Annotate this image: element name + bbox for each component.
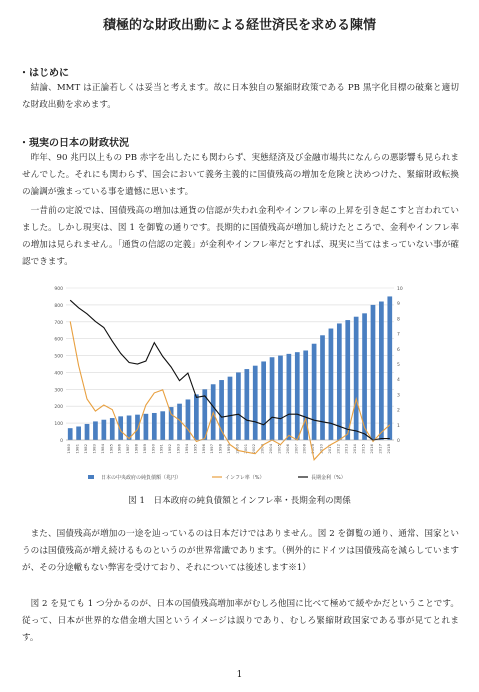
y-left-tick-label: 700 [54, 320, 63, 326]
finance-paragraph-2: 一昔前の定説では、国債残高の増加は通貨の信認が失われ金利やインフレ率の上昇を引き起こすと言われていました。しかし現実は、図 1 を御覧の通りです。長期的に国債残高が増加し続けたところで、金利やインフレ率の増加は見られません。「通貨の信認の定義」が金利やインフレ率だとすれば、現実に当てはまっていない事が確認できます。 [22, 206, 459, 267]
y-left-tick-label: 400 [54, 371, 63, 377]
x-tick-label: 2015 [360, 444, 366, 454]
debt-bar [135, 415, 140, 440]
debt-bar [93, 421, 98, 440]
y-left-tick-label: 500 [54, 354, 63, 360]
x-tick-label: 1993 [175, 444, 181, 454]
x-tick-label: 1981 [74, 444, 80, 454]
debt-bar [270, 357, 275, 440]
debt-bar [387, 296, 392, 440]
x-tick-label: 1989 [141, 444, 147, 454]
x-tick-label: 2002 [251, 444, 257, 454]
legend-entry: 日本の中央政府の純負債額（兆円） [101, 475, 182, 481]
debt-bar [169, 407, 174, 440]
x-tick-label: 1988 [133, 444, 139, 454]
x-tick-label: 2000 [234, 444, 240, 454]
section-heading-finance: ・現実の日本の財政状況 [19, 138, 129, 149]
y-right-tick-label: 2 [397, 408, 400, 414]
debt-inflation-rate-chart [52, 282, 412, 487]
x-tick-label: 2005 [276, 444, 282, 454]
body-paragraph-4: 図 2 を見ても 1 つ分かるのが、日本の国債残高増加率がむしろ他国に比べて極めて緩やかだということです。従って、日本が世界的な借金増大国というイメージは誤りであり、むしろ緊縮財政国家である事が見てとれます。 [22, 599, 459, 643]
x-tick-label: 2007 [293, 444, 299, 454]
debt-bar [68, 428, 73, 440]
y-left-tick-label: 0 [60, 439, 63, 444]
x-tick-label: 1999 [226, 444, 231, 454]
x-tick-label: 2001 [242, 444, 248, 454]
y-right-tick-label: 0 [397, 439, 400, 444]
x-tick-label: 2012 [335, 444, 341, 454]
y-left-tick-label: 200 [54, 405, 63, 411]
section-heading-intro: ・はじめに [19, 68, 69, 79]
x-tick-label: 1991 [158, 444, 164, 454]
document-title: 積極的な財政出動による経世済民を求める陳情 [102, 18, 376, 33]
x-tick-label: 2006 [284, 444, 290, 454]
x-tick-label: 2017 [377, 444, 383, 454]
x-tick-label: 1994 [183, 444, 189, 454]
x-tick-label: 1986 [116, 444, 122, 454]
figure-caption: 図 1 日本政府の純負債額とインフレ率・長期金利の関係 [128, 496, 351, 506]
y-right-tick-label: 1 [397, 423, 400, 429]
x-tick-label: 2008 [301, 444, 307, 454]
legend-entry: 長期金利（%） [311, 475, 346, 481]
debt-bar [160, 411, 165, 440]
y-right-tick-label: 10 [397, 287, 403, 292]
x-tick-label: 1985 [108, 444, 114, 454]
y-right-tick-label: 8 [397, 317, 400, 323]
y-left-tick-label: 800 [54, 303, 63, 309]
y-left-tick-label: 300 [54, 388, 63, 394]
y-left-tick-label: 900 [54, 287, 63, 292]
debt-bar [118, 416, 123, 440]
debt-bar [337, 323, 342, 440]
x-tick-label: 1995 [192, 444, 198, 454]
x-tick-label: 2016 [368, 444, 374, 454]
x-tick-label: 2010 [318, 444, 324, 454]
debt-bar [152, 413, 157, 440]
x-tick-label: 2014 [352, 444, 358, 454]
debt-bar [320, 335, 325, 440]
debt-bar [244, 369, 249, 440]
x-tick-label: 1983 [91, 444, 97, 454]
x-tick-label: 1990 [150, 444, 156, 454]
x-tick-label: 1998 [217, 444, 223, 454]
debt-bar [228, 377, 233, 440]
y-right-tick-label: 9 [397, 302, 400, 308]
debt-bar [253, 366, 258, 440]
intro-paragraph: 結論、MMT は正論若しくは妥当と考えます。故に日本独自の緊縮財政策である PB 黒字化目標の破棄と適切な財政出動を求めます。 [22, 83, 459, 110]
y-left-tick-label: 100 [54, 422, 63, 428]
debt-bar [261, 361, 266, 440]
debt-bar [236, 372, 241, 440]
debt-bar [186, 399, 191, 440]
debt-bar [312, 344, 317, 440]
x-tick-label: 1980 [66, 444, 72, 454]
debt-bar [278, 356, 283, 440]
y-right-tick-label: 5 [397, 363, 400, 368]
debt-bar [144, 414, 149, 440]
y-right-tick-label: 4 [397, 378, 400, 384]
x-tick-label: 2011 [326, 444, 332, 454]
x-tick-label: 1996 [200, 444, 206, 454]
legend-swatch [88, 475, 94, 479]
debt-bar [295, 352, 300, 440]
page-number: 1 [236, 670, 243, 680]
debt-bar [371, 305, 376, 440]
debt-bar [345, 320, 350, 440]
debt-bar [287, 354, 292, 440]
y-right-tick-label: 3 [397, 393, 400, 399]
debt-bar [379, 302, 384, 440]
x-tick-label: 2004 [268, 444, 274, 454]
x-tick-label: 1992 [167, 444, 173, 454]
y-right-tick-label: 6 [397, 347, 400, 353]
debt-bar [76, 426, 81, 440]
x-tick-label: 1987 [125, 444, 131, 454]
debt-bar [110, 418, 115, 440]
legend-entry: インフレ率（%） [225, 475, 265, 481]
debt-bar [101, 420, 106, 440]
y-left-tick-label: 600 [54, 337, 63, 343]
y-right-tick-label: 7 [397, 332, 400, 338]
x-tick-label: 2003 [259, 444, 265, 454]
x-tick-label: 2009 [310, 444, 316, 454]
x-tick-label: 1984 [99, 444, 105, 454]
x-tick-label: 1982 [83, 444, 89, 454]
debt-bar [354, 317, 359, 440]
x-tick-label: 2018 [385, 444, 391, 454]
debt-bar [85, 424, 90, 440]
x-tick-label: 2013 [343, 444, 349, 454]
x-tick-label: 1997 [209, 444, 215, 454]
body-paragraph-3: また、国債残高が増加の一途を辿っているのは日本だけではありません。図 2 を御覧の通り、通常、国家というのは国債残高が増え続けるものというのが世界常識であります。（例外的にドイツは国債残高を減らしていますが、その分途轍もない弊害を受けており、それについては後述します※1） [22, 529, 459, 573]
finance-paragraph-1: 昨年、90 兆円以上もの PB 赤字を出したにも関わらず、実態経済及び金融市場共になんらの悪影響も見られませんでした。それにも関わらず、国会において義务主義的に国債残高の増加を危険と決めつけた、緊縮財政転換の論調が強まっている事を遺憾に思います。 [22, 153, 459, 197]
debt-bar [194, 394, 199, 440]
